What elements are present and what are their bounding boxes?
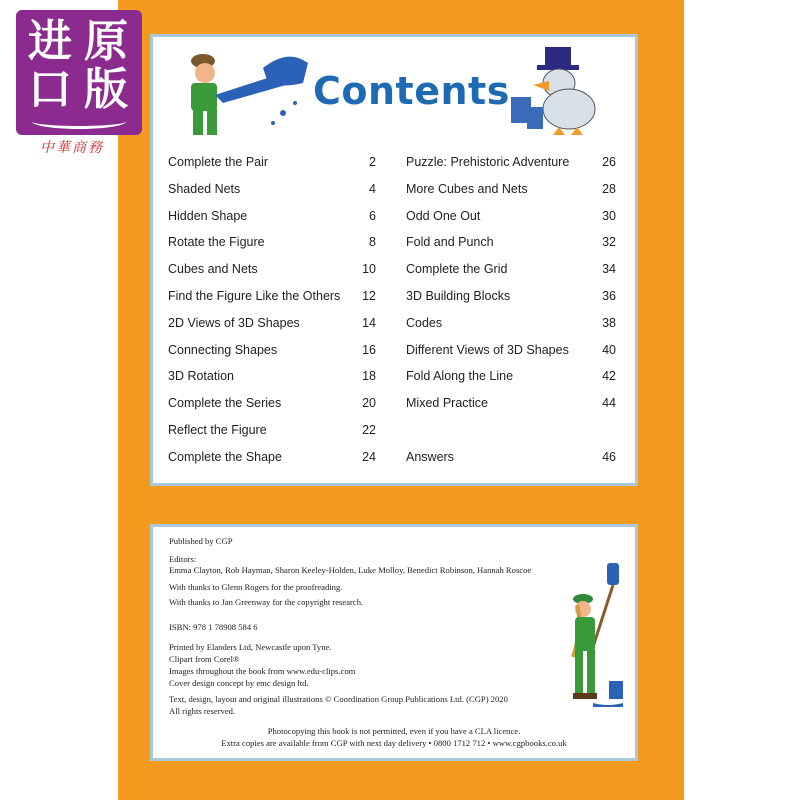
toc-entry-title: Puzzle: Prehistoric Adventure [406,155,570,169]
toc-entry-page: 20 [362,396,376,411]
clipart-credit: Clipart from Corel® [169,654,240,664]
toc-entry-title: Fold and Punch [406,235,494,250]
toc-entry[interactable] [406,235,616,262]
toc-entry-page: 40 [602,342,616,357]
publisher-name: 中華商務 [40,140,104,156]
toc-entry-title: 3D Rotation [168,369,235,384]
toc-entry-answers[interactable] [406,450,616,477]
toc-entry-page: 10 [362,262,376,277]
toc-entry-title: 2D Views of 3D Shapes [168,315,300,330]
toc-entry-title: Complete the Grid [406,262,508,277]
toc-entry-page: 42 [602,369,616,384]
copyright-notice: Text, design, layout and original illustrations © Coordination Group Publications Ltd. (CGP) 2020 [169,694,508,704]
toc-entry-page: 8 [369,235,376,250]
badge-char: 版 [84,64,128,115]
toc-entry-page: 22 [362,422,376,437]
cover-credit: Cover design concept by emc design ltd. [169,678,309,688]
toc-entry[interactable] [168,209,376,236]
toc-entry[interactable] [168,423,376,450]
toc-entry-page: 12 [362,288,376,303]
toc-entry-title: Answers [406,449,454,464]
imprint-panel [150,524,638,761]
toc-entry-page: 30 [602,208,616,223]
toc-entry[interactable] [168,450,376,477]
toc-entry-title: More Cubes and Nets [406,181,528,196]
toc-entry[interactable] [168,316,376,343]
thanks-proofreading: With thanks to Glenn Rogers for the proofreading. [169,582,343,592]
badge-char: 进 [28,16,72,67]
toc-left-column [168,155,376,477]
toc-entry-title: Rotate the Figure [168,235,265,250]
toc-entry-page: 2 [369,155,376,169]
toc-entry-title: Complete the Shape [168,449,282,464]
toc-entry-title: Fold Along the Line [406,369,514,384]
gardener-hose-illustration [163,43,313,143]
toc-entry-title: Hidden Shape [168,208,248,223]
toc-entry[interactable] [406,316,616,343]
toc-entry-page: 44 [602,396,616,411]
photocopy-notice: Photocopying this book is not permitted, even if you have a CLA licence. [267,726,521,736]
toc-entry-page: 46 [602,449,616,464]
toc-entry-title: Complete the Pair [168,155,269,169]
toc-entry-page: 14 [362,315,376,330]
toc-entry-page: 32 [602,235,616,250]
toc-entry[interactable] [168,262,376,289]
toc-entry[interactable] [406,343,616,370]
toc-right-column [406,155,616,477]
images-credit: Images throughout the book from www.edu-clips.com [169,666,356,676]
toc-entry-title: Odd One Out [406,208,481,223]
toc-entry-title: Complete the Series [168,396,282,411]
toc-entry[interactable] [406,209,616,236]
printer: Printed by Elanders Ltd, Newcastle upon Tyne. [169,642,332,652]
toc-entry-title: Mixed Practice [406,396,488,411]
toc-entry[interactable] [168,155,376,182]
extra-copies-notice: Extra copies are available from CGP with next day delivery • 0800 1712 712 • www.cgpbooks.co.uk [221,738,567,748]
rights-notice: All rights reserved. [169,706,236,716]
toc-entry-title: Shaded Nets [168,181,241,196]
toc-entry-page: 16 [362,342,376,357]
published-by: Published by CGP [169,536,233,546]
toc-entry[interactable] [406,396,616,423]
toc-entry-title: Codes [406,315,443,330]
toc-entry-title: Find the Figure Like the Others [168,288,341,303]
badge-char: 原 [84,16,128,67]
thanks-copyright: With thanks to Jan Greenway for the copyright research. [169,597,364,607]
editors-label: Editors: [169,554,197,564]
toc-entry-page: 34 [602,262,616,277]
toc-entry[interactable] [406,289,616,316]
publisher-badge [16,10,142,135]
toc-entry[interactable] [406,182,616,209]
toc-entry[interactable] [168,343,376,370]
painter-illustration [563,557,633,717]
toc-entry-page: 18 [362,369,376,384]
editors-list: Emma Clayton, Rob Hayman, Sharon Keeley-Holden, Luke Molloy, Benedict Robinson, Hannah Roscoe [169,565,532,575]
duck-painter-illustration [503,41,613,137]
toc-entry-page: 26 [602,155,616,169]
toc-entry-title: 3D Building Blocks [406,288,511,303]
toc-entry-title: Different Views of 3D Shapes [406,342,569,357]
toc-entry-page: 36 [602,288,616,303]
toc-entry[interactable] [406,155,616,182]
toc-entry-page: 6 [369,208,376,223]
contents-panel [150,34,638,486]
toc-entry[interactable] [168,369,376,396]
toc-entry[interactable] [406,262,616,289]
badge-char: 口 [28,64,72,115]
toc-entry[interactable] [168,396,376,423]
toc-entry-page: 4 [369,181,376,196]
toc-entry[interactable] [168,182,376,209]
toc-entry[interactable] [168,289,376,316]
toc-entry-page: 24 [362,449,376,464]
isbn: ISBN: 978 1 78908 584 6 [169,622,258,632]
toc-entry[interactable] [406,369,616,396]
book-icon [32,114,126,129]
toc-entry-title: Connecting Shapes [168,342,278,357]
toc-entry[interactable] [168,235,376,262]
toc-entry-title: Cubes and Nets [168,262,258,277]
toc-entry-page: 38 [602,315,616,330]
contents-title: Contents [313,69,510,113]
toc-entry-page: 28 [602,181,616,196]
toc-entry-title: Reflect the Figure [168,422,267,437]
